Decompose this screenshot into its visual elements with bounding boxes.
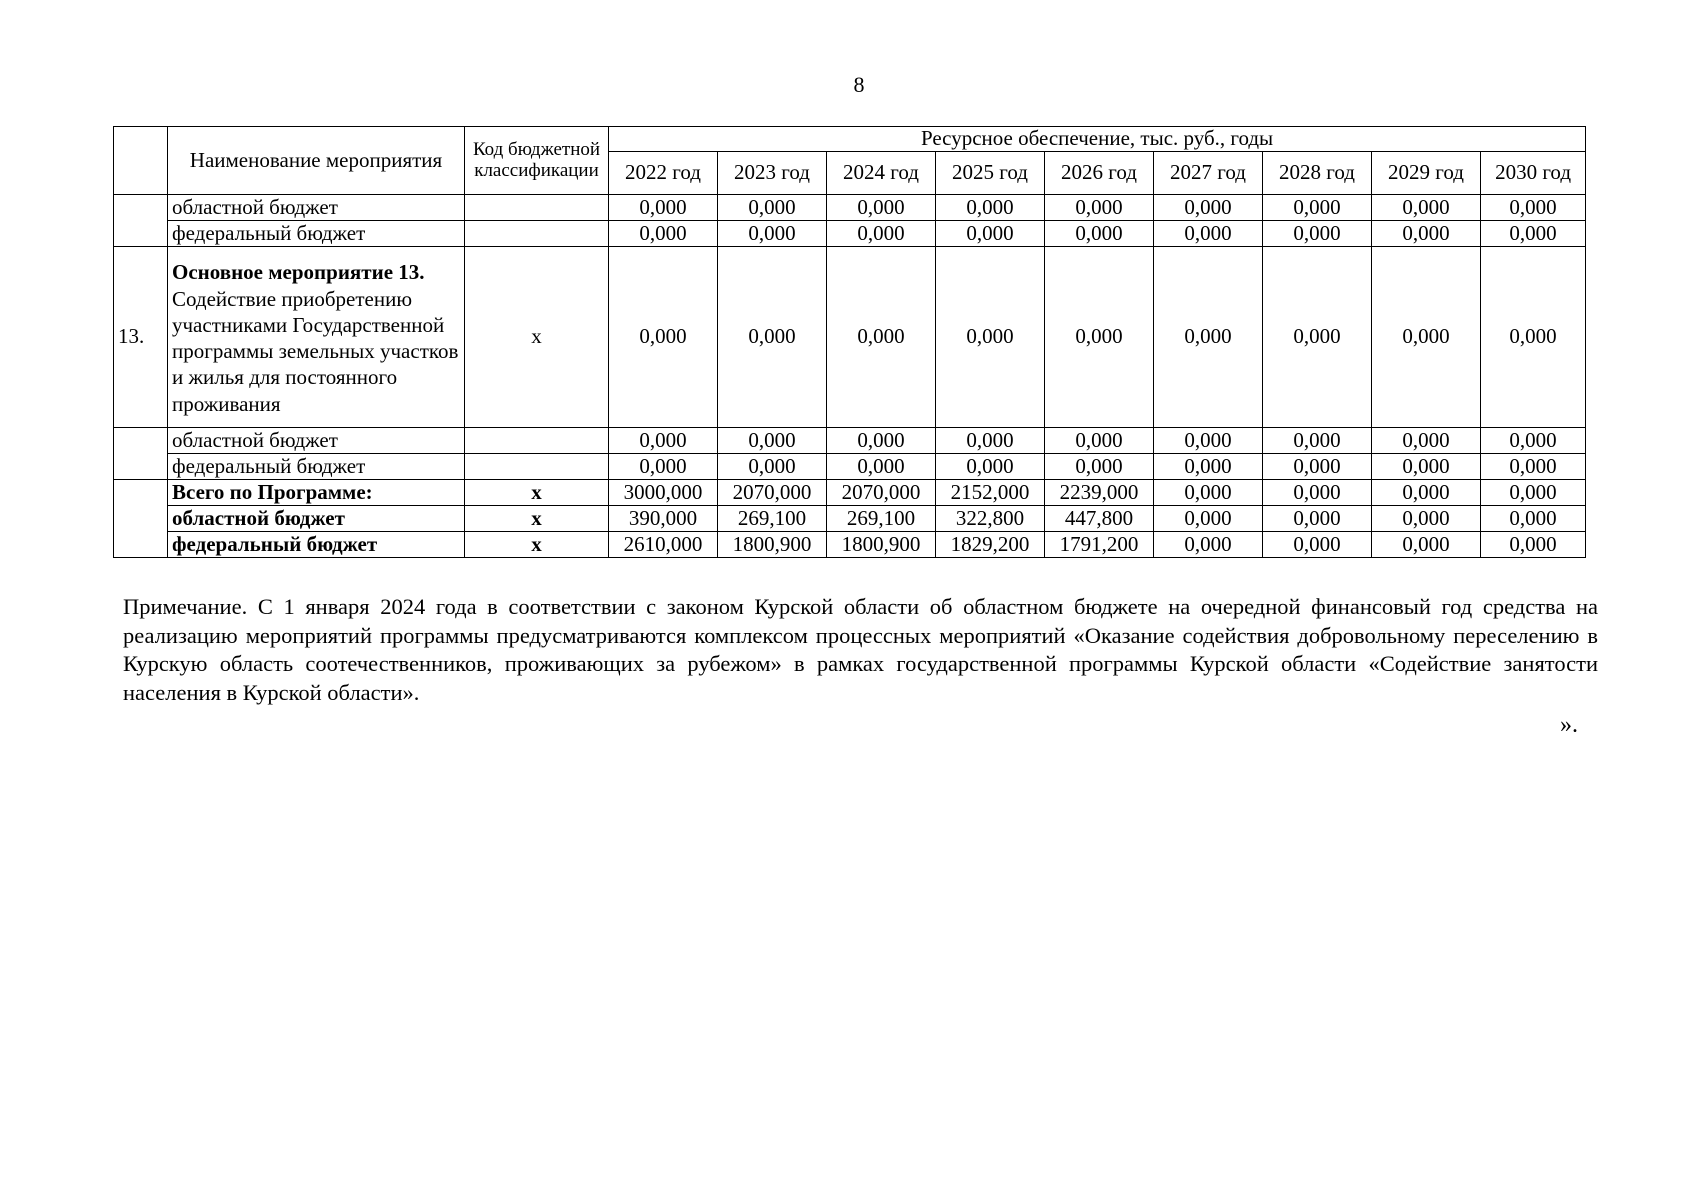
total-name: федеральный бюджет xyxy=(168,532,465,558)
value-cell: 0,000 xyxy=(1154,195,1263,221)
num-cell xyxy=(114,428,168,480)
table-row xyxy=(114,428,1586,454)
event-number: 13. xyxy=(114,247,168,428)
value-cell: 0,000 xyxy=(1263,454,1372,480)
total-row xyxy=(114,532,1586,558)
header-row-1 xyxy=(114,127,1586,152)
value-cell: 0,000 xyxy=(1372,506,1481,532)
value-cell: 0,000 xyxy=(1263,532,1372,558)
value-cell: 447,800 xyxy=(1045,506,1154,532)
value-cell: 0,000 xyxy=(827,454,936,480)
total-code: x xyxy=(465,480,609,506)
year-header: 2024 год xyxy=(827,152,936,195)
value-cell: 0,000 xyxy=(1154,506,1263,532)
year-header: 2023 год xyxy=(718,152,827,195)
row-name: областной бюджет xyxy=(168,195,465,221)
value-cell: 0,000 xyxy=(1263,428,1372,454)
total-row xyxy=(114,480,1586,506)
value-cell: 0,000 xyxy=(1481,221,1586,247)
value-cell: 0,000 xyxy=(609,428,718,454)
event-13-name-cell xyxy=(168,247,465,428)
total-name: Всего по Программе: xyxy=(168,480,465,506)
value-cell: 322,800 xyxy=(936,506,1045,532)
event-13-title: Основное мероприятие 13. xyxy=(172,260,425,285)
table-row xyxy=(114,454,1586,480)
value-cell: 1829,200 xyxy=(936,532,1045,558)
value-cell: 0,000 xyxy=(827,428,936,454)
value-cell: 0,000 xyxy=(1372,247,1481,428)
value-cell: 0,000 xyxy=(1263,247,1372,428)
value-cell: 0,000 xyxy=(718,195,827,221)
row-name: областной бюджет xyxy=(168,428,465,454)
total-code: x xyxy=(465,506,609,532)
value-cell: 0,000 xyxy=(1481,532,1586,558)
code-column-header: Код бюджетной классификации xyxy=(465,127,609,195)
table-row xyxy=(114,221,1586,247)
value-cell: 0,000 xyxy=(936,221,1045,247)
value-cell: 0,000 xyxy=(1154,532,1263,558)
value-cell: 0,000 xyxy=(1481,454,1586,480)
value-cell: 269,100 xyxy=(827,506,936,532)
value-cell: 0,000 xyxy=(1263,480,1372,506)
value-cell: 0,000 xyxy=(1154,480,1263,506)
value-cell: 0,000 xyxy=(1372,532,1481,558)
resource-column-header: Ресурсное обеспечение, тыс. руб., годы xyxy=(609,127,1586,152)
total-code: x xyxy=(465,532,609,558)
value-cell: 0,000 xyxy=(1372,454,1481,480)
value-cell: 0,000 xyxy=(936,428,1045,454)
value-cell: 0,000 xyxy=(1045,195,1154,221)
page-number: 8 xyxy=(853,72,865,97)
row-code xyxy=(465,454,609,480)
year-header: 2026 год xyxy=(1045,152,1154,195)
value-cell: 0,000 xyxy=(609,454,718,480)
row-name: федеральный бюджет xyxy=(168,221,465,247)
year-header: 2028 год xyxy=(1263,152,1372,195)
value-cell: 1791,200 xyxy=(1045,532,1154,558)
total-row xyxy=(114,506,1586,532)
value-cell: 0,000 xyxy=(718,454,827,480)
value-cell: 0,000 xyxy=(1045,221,1154,247)
event-13-text xyxy=(172,257,460,417)
note-paragraph: Примечание. С 1 января 2024 года в соответствии с законом Курской области об областном бюджете на очередной финансовый год средства на реализацию мероприятий программы предусматриваются комплексом процессных мероприятий «Оказание содействия добровольному переселению в Курскую область соотечественников, проживающих за рубежом» в рамках государственной программы Курской области «Содействие занятости населения в Курской области». xyxy=(123,594,1598,705)
value-cell: 0,000 xyxy=(1481,506,1586,532)
value-cell: 0,000 xyxy=(718,221,827,247)
closing-quote: ». xyxy=(1560,712,1578,738)
year-header: 2029 год xyxy=(1372,152,1481,195)
resource-table xyxy=(113,126,1586,558)
value-cell: 0,000 xyxy=(1045,247,1154,428)
total-name: областной бюджет xyxy=(168,506,465,532)
value-cell: 2070,000 xyxy=(827,480,936,506)
value-cell: 0,000 xyxy=(718,428,827,454)
value-cell: 0,000 xyxy=(1154,428,1263,454)
value-cell: 0,000 xyxy=(1154,221,1263,247)
value-cell: 269,100 xyxy=(718,506,827,532)
value-cell: 0,000 xyxy=(1154,247,1263,428)
value-cell: 0,000 xyxy=(1481,195,1586,221)
value-cell: 0,000 xyxy=(1372,480,1481,506)
name-column-header: Наименование мероприятия xyxy=(168,127,465,195)
value-cell: 0,000 xyxy=(1481,480,1586,506)
value-cell: 0,000 xyxy=(936,195,1045,221)
num-header-cell xyxy=(114,127,168,195)
value-cell: 0,000 xyxy=(609,195,718,221)
value-cell: 2610,000 xyxy=(609,532,718,558)
value-cell: 0,000 xyxy=(827,195,936,221)
value-cell: 2239,000 xyxy=(1045,480,1154,506)
value-cell: 0,000 xyxy=(936,454,1045,480)
value-cell: 0,000 xyxy=(1263,195,1372,221)
year-header: 2022 год xyxy=(609,152,718,195)
value-cell: 390,000 xyxy=(609,506,718,532)
value-cell: 0,000 xyxy=(827,247,936,428)
num-cell xyxy=(114,480,168,558)
event-13-row xyxy=(114,247,1586,428)
event-13-description: Содействие приобретению участниками Государственной программы земельных участков и жилья для постоянного проживания xyxy=(172,286,459,416)
value-cell: 0,000 xyxy=(1372,221,1481,247)
event-13-code: x xyxy=(465,247,609,428)
value-cell: 0,000 xyxy=(1263,506,1372,532)
value-cell: 0,000 xyxy=(1045,454,1154,480)
year-header: 2025 год xyxy=(936,152,1045,195)
value-cell: 0,000 xyxy=(718,247,827,428)
year-header: 2030 год xyxy=(1481,152,1586,195)
value-cell: 2070,000 xyxy=(718,480,827,506)
row-name: федеральный бюджет xyxy=(168,454,465,480)
value-cell: 0,000 xyxy=(609,247,718,428)
value-cell: 0,000 xyxy=(609,221,718,247)
num-cell xyxy=(114,195,168,247)
value-cell: 1800,900 xyxy=(827,532,936,558)
row-code xyxy=(465,221,609,247)
value-cell: 0,000 xyxy=(827,221,936,247)
value-cell: 0,000 xyxy=(1481,247,1586,428)
row-code xyxy=(465,195,609,221)
value-cell: 3000,000 xyxy=(609,480,718,506)
value-cell: 0,000 xyxy=(1263,221,1372,247)
year-header: 2027 год xyxy=(1154,152,1263,195)
value-cell: 0,000 xyxy=(1481,428,1586,454)
row-code xyxy=(465,428,609,454)
value-cell: 1800,900 xyxy=(718,532,827,558)
value-cell: 0,000 xyxy=(1372,428,1481,454)
value-cell: 0,000 xyxy=(1372,195,1481,221)
value-cell: 0,000 xyxy=(936,247,1045,428)
table-row xyxy=(114,195,1586,221)
value-cell: 0,000 xyxy=(1045,428,1154,454)
value-cell: 0,000 xyxy=(1154,454,1263,480)
value-cell: 2152,000 xyxy=(936,480,1045,506)
